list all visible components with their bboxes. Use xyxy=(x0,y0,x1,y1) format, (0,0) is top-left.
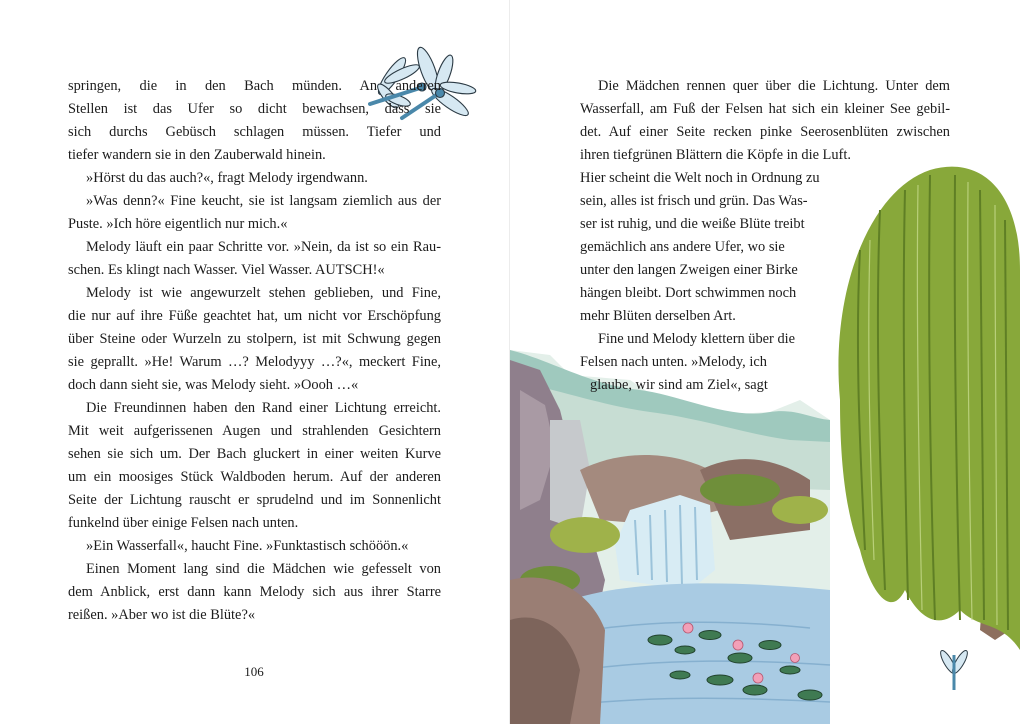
text-line: mehr Blüten derselben Art. xyxy=(580,308,736,324)
text-line: Mit weit aufgerissenen Augen und strahlenden Gesichtern xyxy=(68,423,441,439)
text-line: Puste. »Ich höre eigentlich nur mich.« xyxy=(68,216,288,232)
text-line: reißen. »Aber wo ist die Blüte?« xyxy=(68,607,256,623)
text-line: Fine und Melody klettern über die xyxy=(598,331,796,347)
text-line: die nur auf ihre Füße geachtet hat, um nicht vor Erschöpfung xyxy=(68,308,441,324)
text-line: Hier scheint die Welt noch in Ordnung zu xyxy=(580,170,820,186)
right-page-text xyxy=(580,75,950,397)
text-line: Felsen nach unten. »Melody, ich xyxy=(580,354,767,370)
text-line: glaube, wir sind am Ziel«, sagt xyxy=(590,377,768,393)
text-line: sie geprallt. »He! Warum …? Melodyyy …?«, meckert Fine, xyxy=(68,354,441,370)
text-line: Melody ist wie angewurzelt stehen geblieben, und Fine, xyxy=(86,285,441,301)
text-line: doch dann sieht sie, was Melody sieht. »Oooh …« xyxy=(68,377,359,393)
text-line: springen, die in den Bach münden. An anderen xyxy=(68,78,441,94)
text-line: »Was denn?« Fine keucht, sie ist langsam ziemlich aus der xyxy=(86,193,441,209)
text-line: gemächlich ans andere Ufer, wo sie xyxy=(580,239,785,255)
text-line: det. Auf einer Seite recken pinke Seerosenblüten zwischen xyxy=(580,124,950,140)
text-line: um ein moosiges Stück Waldboden herum. Auf der anderen xyxy=(68,469,441,485)
text-line: sich durchs Gebüsch schlagen müssen. Tiefer und xyxy=(68,124,441,140)
text-line: dem Anblick, erst dann kann Melody sich aus ihrer Starre xyxy=(68,584,441,600)
left-page-text xyxy=(68,75,441,627)
text-line: ser ist ruhig, und die weiße Blüte treibt xyxy=(580,216,805,232)
text-line: tiefer wandern sie in den Zauberwald hinein. xyxy=(68,147,326,163)
text-line: sein, alles ist frisch und grün. Das Was- xyxy=(580,193,808,209)
text-line: Die Mädchen rennen quer über die Lichtung. Unter dem xyxy=(598,78,950,94)
right-page xyxy=(510,0,1020,724)
text-line: Einen Moment lang sind die Mädchen wie gefesselt von xyxy=(86,561,441,577)
text-line: Die Freundinnen haben den Rand einer Lichtung erreicht. xyxy=(86,400,441,416)
text-line: Stellen ist das Ufer so dicht bewachsen, dass sie xyxy=(68,101,441,117)
text-line: funkelnd über einige Felsen nach unten. xyxy=(68,515,299,531)
text-line: über Steine oder Wurzeln zu stolpern, ist mit Schwung gegen xyxy=(68,331,441,347)
text-line: unter den langen Zweigen einer Birke xyxy=(580,262,798,278)
text-line: schen. Es klingt nach Wasser. Viel Wasser. AUTSCH!« xyxy=(68,262,385,278)
text-line: Wasserfall, am Fuß der Felsen hat sich ein kleiner See gebil- xyxy=(580,101,950,117)
text-line: sehen sie sich um. Der Bach gluckert in einer weiten Kurve xyxy=(68,446,441,462)
text-line: hängen bleibt. Dort schwimmen noch xyxy=(580,285,797,301)
text-line: »Hörst du das auch?«, fragt Melody irgendwann. xyxy=(86,170,368,186)
text-line: Melody läuft ein paar Schritte vor. »Nein, da ist so ein Rau- xyxy=(86,239,441,255)
text-line: Seite der Lichtung rauscht er sprudelnd und im Sonnenlicht xyxy=(68,492,441,508)
text-line: ihren tiefgrünen Blättern die Köpfe in die Luft. xyxy=(580,147,851,163)
page-number: 106 xyxy=(244,664,264,679)
text-line: »Ein Wasserfall«, haucht Fine. »Funktastisch schööön.« xyxy=(86,538,409,554)
